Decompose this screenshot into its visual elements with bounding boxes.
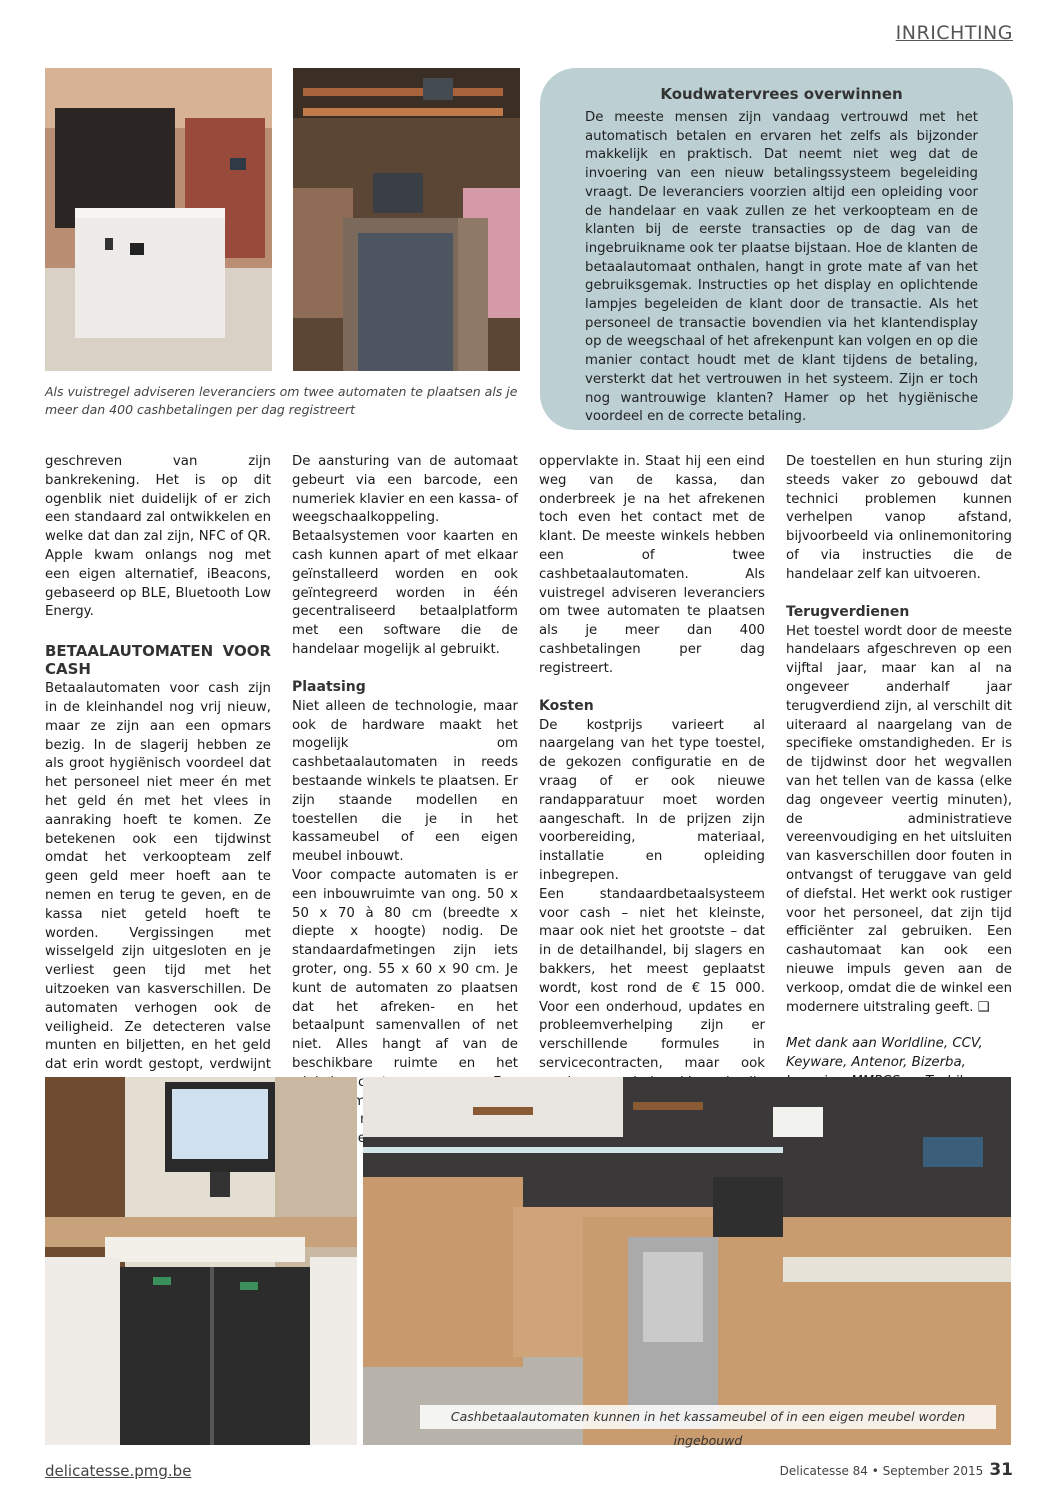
photo-shop-counter	[45, 68, 272, 371]
section-heading: BETAALAUTOMATEN VOOR CASH	[45, 642, 271, 679]
section-heading: Plaatsing	[292, 678, 366, 695]
photo-cash-machine-terminal	[293, 68, 520, 371]
photo-caption-bottom: Cashbetaalautomaten kunnen in het kassameubel of in een eigen meubel worden ingebouwd	[420, 1405, 996, 1429]
paragraph: Voor compacte automaten is er een inbouwruimte van ong. 50 x 50 x 70 à 80 cm (breedte x diepte x hoogte) nodig. De standaardafmetingen zijn iets groter, ong. 55 x 60 x 90 cm. Je kunt de automaten zo plaatsen dat het afreken- en het betaalpunt samenvallen of net niet. Alles hangt af van de beschikbare ruimte en het	[292, 867, 518, 1071]
paragraph: Niet alleen de technologie, maar ook de hardware maakt het mogelijk om cashbetaalautomaten in reeds bestaande winkels te plaatsen. Er zijn staande modellen en toestellen die je in het kassameubel of een eigen meubel inbouwt.	[292, 698, 518, 865]
acknowledgements: Met dank aan Worldline, CCV, Keyware, Antenor, Bizerba,	[786, 1036, 983, 1071]
paragraph: geschreven van zijn bankrekening. Het is op dit ogenblik niet duidelijk of er zich een standaard zal ontwikkelen en welke dat dan zal zijn, NFC of QR. Apple kwam onlangs nog met een eigen alternatief, iBeacons, gebaseerd op BLE, Bluetooth Low Energy.	[45, 454, 271, 620]
section-heading: Kosten	[539, 697, 594, 714]
paragraph: Een standaardbetaalsysteem voor cash – niet het kleinste, maar ook niet het grootste – dat in de detailhandel, bij slagers en bakkers, het meest geplaatst wordt, kost rond de € 15 000. Voor een onderhoud, updates en probleemverhelping zijn er verschillende formules in servicecontracten, maar ook	[539, 886, 765, 1071]
issue-label: Delicatesse 84 • September 2015	[779, 1464, 984, 1478]
sidebar-title: Koudwatervrees overwinnen	[660, 85, 903, 103]
sidebar-box	[540, 68, 1013, 430]
page-number: 31	[989, 1460, 1013, 1480]
paragraph: Betaalsystemen voor kaarten en cash kunnen apart of met elkaar geïnstalleerd worden en ook geïntegreerd worden in één gecentraliseerd betaalplatform met een software die de handelaar mogelijk al gebruikt.	[292, 529, 518, 657]
article-column-4	[786, 453, 1012, 1092]
section-heading: Terugverdienen	[786, 603, 910, 620]
sidebar-text: De meeste mensen zijn vandaag vertrouwd met het automatisch betalen en ervaren het zelfs als bijzonder makkelijk en praktisch. Dat neemt niet weg dat de invoering van een nieuw betalingssysteem begeleiding vraagt. De leveranciers voorzien altijd een opleiding voor de handelaar en vaak zullen ze het verkoopteam en de klanten bij de eerste transacties op de dag van de ingebruikname ook ter plaatse bijstaan. Hoe de klanten de betaalautomaat onthalen, hangt in grote mate af van het gebruiksgemak. Instructies op het display en oplichtende lampjes begeleiden de klant door de transactie. Als het personeel de transactie bovendien via het klantendisplay op de weegschaal of het afrekenpunt kan volgen en op die manier contact houdt met de klant tijdens de betaling, versterkt dat het vertrouwen in het systeem. Zijn er toch nog wantrouwige klanten? Hamer op het hygiënische voordeel en de correcte betaling.	[585, 110, 978, 425]
paragraph: Betaalautomaten voor cash zijn in de kleinhandel nog vrij nieuw, maar ze zijn aan een opmars bezig. In de slagerij hebben ze als groot hygiënisch voordeel dat het personeel niet meer én met het geld én met het vlees in aanraking hoeft te komen. Ze betekenen ook een tijdwinst omdat het verkoopteam zelf geen geld meer hoeft aan te nemen en terug te geven, en de kassa niet geteld hoeft te worden. Vergissingen met wisselgeld zijn uitgesloten en je verliest geen tijd met het uitzoeken van kasverschillen. De automaten verhogen ook de veiligheid. Ze detecteren valse munten en biljetten, en het geld dat erin wordt gestopt, verdwijnt	[45, 681, 271, 1073]
photo-caption-top: Als vuistregel adviseren leveranciers om twee automaten te plaatsen als je meer dan 400 cashbetalingen per dag registreert	[45, 384, 518, 417]
paragraph: oppervlakte in. Staat hij een eind weg van de kassa, dan onderbreek je na het afrekenen toch even het contact met de klant. De meeste winkels hebben een of twee cashbetaalautomaten. Als vuistregel adviseren leveranciers om twee automaten te plaatsen als je meer dan 400 cashbetalingen per dag registreert.	[539, 454, 765, 676]
section-header: INRICHTING	[895, 22, 1013, 44]
article-column-3	[539, 453, 765, 1168]
paragraph: De toestellen en hun sturing zijn steeds vaker zo gebouwd dat technici problemen kunnen verhelpen vanop afstand, bijvoorbeeld via onlinemonitoring of via instructies die de handelaar zelf kan uitvoeren.	[786, 454, 1012, 582]
article-column-2	[292, 453, 518, 1149]
photo-shop-counters-with-cash-machine	[363, 1077, 1011, 1445]
website-link[interactable]: delicatesse.pmg.be	[45, 1462, 192, 1480]
paragraph: De kostprijs varieert al naargelang van het type toestel, de gekozen configuratie en de vraag of er ook nieuwe randapparatuur moet worden aangeschaft. In de prijzen zijn voorbereiding, materiaal, installatie en opleiding inbegrepen.	[539, 717, 765, 883]
paragraph: De aansturing van de automaat gebeurt via een barcode, een numeriek klavier en een kassa- of weegschaalkoppeling.	[292, 454, 518, 526]
article-column-1	[45, 453, 271, 1094]
footer-issue-info	[780, 1460, 1013, 1480]
photo-cash-machine-in-counter	[45, 1077, 357, 1445]
paragraph: Het toestel wordt door de meeste handelaars afgeschreven op een vijftal jaar, maar kan al na ongeveer anderhalf jaar terugverdiend zijn, al verschilt dit uiteraard al naargelang van de specifieke omstandigheden. Er is de tijdwinst door het wegvallen van het tellen van de kassa (elke dag ongeveer veertig minuten), de administratieve vereenvoudiging en het uitsluiten van kasverschillen door fouten in ontvangst of teruggave van geld of diefstal. Het werkt ook rustiger voor het personeel, dat zijn tijd efficiënter zal gebruiken. Een cashautomaat kan ook een nieuwe impuls geven aan de verkoop, omdat die de winkel een modernere uitstraling geeft. ❑	[786, 623, 1012, 1015]
